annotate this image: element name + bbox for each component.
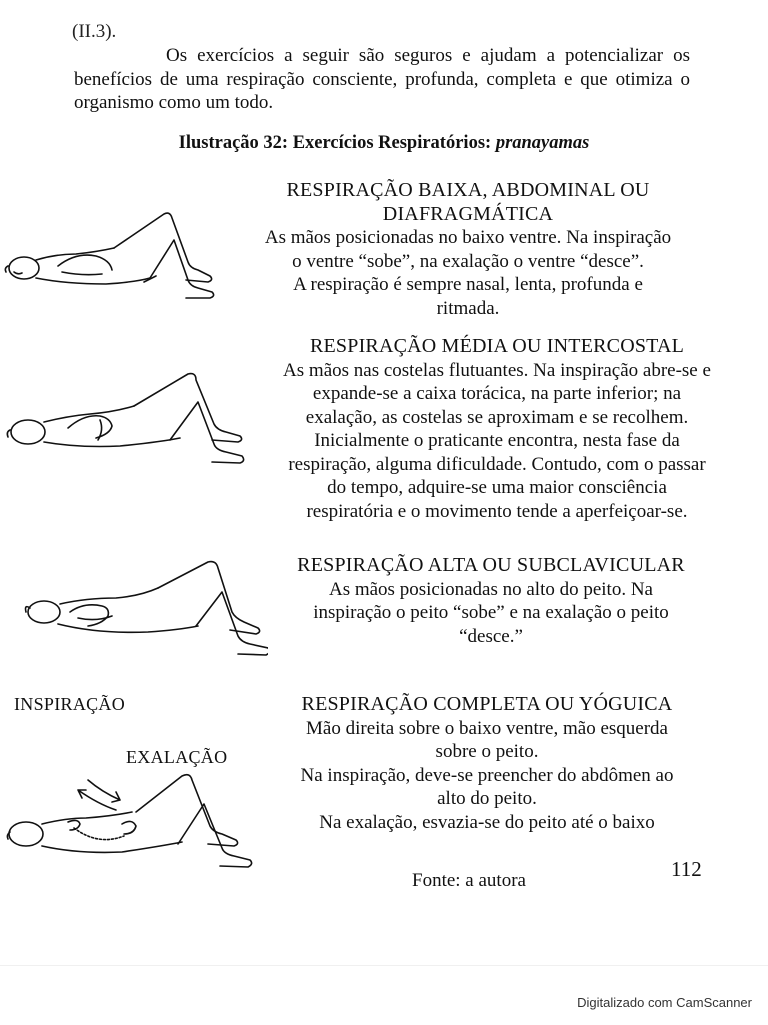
intro-paragraph [74,44,690,115]
section-body-line: Na exalação, esvazia-se do peito até o baixo [319,811,655,833]
section-body-line: As mãos posicionadas no alto do peito. Na [328,578,653,600]
section-body-line: As mãos nas costelas flutuantes. Na inspiração abre-se e [283,359,711,381]
figure-subclavicular-breathing [18,560,268,665]
cut-off-top-text: (II.3). [72,21,117,42]
caption-italic: pranayamas [495,133,590,153]
section-title-line: RESPIRAÇÃO MÉDIA OU INTERCOSTAL [309,335,685,357]
section-body-line: o ventre “sobe”, na exalação o ventre “desce”. [292,250,644,272]
exhalation-arrow [78,790,116,810]
section-body-line: As mãos posicionadas no baixo ventre. Na inspiração [264,227,672,248]
section-body-line: exalação, as costelas se aproximam e se recolhem. [305,406,689,428]
figure-complete-breathing [2,770,262,870]
caption-bold: Ilustração 32: Exercícios Respiratórios: [178,133,496,153]
page-number: 112 [671,857,702,881]
source-note: Fonte: a autora [412,870,526,891]
section-body-line: Inicialmente o praticante encontra, nesta fase da [314,430,680,451]
section-body-line: alto do peito. [437,788,537,809]
section-title-line: DIAFRAGMÁTICA [382,202,554,225]
figure-abdominal-breathing [0,210,230,305]
section-intercostal [252,335,742,523]
section-subclavicular [270,554,712,648]
section-body-line: respiração, alguma dificuldade. Contudo, com o passar [288,453,706,475]
section-title-line: RESPIRAÇÃO BAIXA, ABDOMINAL OU [286,179,650,201]
section-body-line: respiratória e o movimento tende a aperfeiçoar-se. [306,500,688,522]
section-body-line: sobre o peito. [435,741,539,762]
section-body-line: expande-se a caixa torácica, na parte inferior; na [312,383,682,404]
section-title-line: RESPIRAÇÃO ALTA OU SUBCLAVICULAR [297,554,685,576]
section-title-line: RESPIRAÇÃO COMPLETA OU YÓGUICA [301,693,673,715]
section-body-line: Na inspiração, deve-se preencher do abdômen ao [300,764,674,786]
section-body-line: A respiração é sempre nasal, lenta, profunda e [293,274,643,295]
illustration-caption [0,133,768,154]
section-yoguica [272,693,702,834]
intro-text: Os exercícios a seguir são seguros e ajudam a potencializar os benefícios de uma respiração consciente, profunda, completa e que otimiza o organismo como um todo. [74,45,690,113]
section-body-line: “desce.” [459,625,523,647]
section-body-line: Mão direita sobre o baixo ventre, mão esquerda [306,717,668,739]
section-body-line: inspiração o peito “sobe” e na exalação o peito [313,602,669,623]
section-abdominal [226,179,710,320]
section-body-line: ritmada. [436,297,500,319]
figure-intercostal-breathing [2,370,252,470]
inspiracao-label: INSPIRAÇÃO [14,694,126,714]
exalacao-label: EXALAÇÃO [126,747,228,767]
section-body-line: do tempo, adquire-se uma maior consciência [327,477,667,498]
camscanner-watermark: Digitalizado com CamScanner [577,995,752,1010]
